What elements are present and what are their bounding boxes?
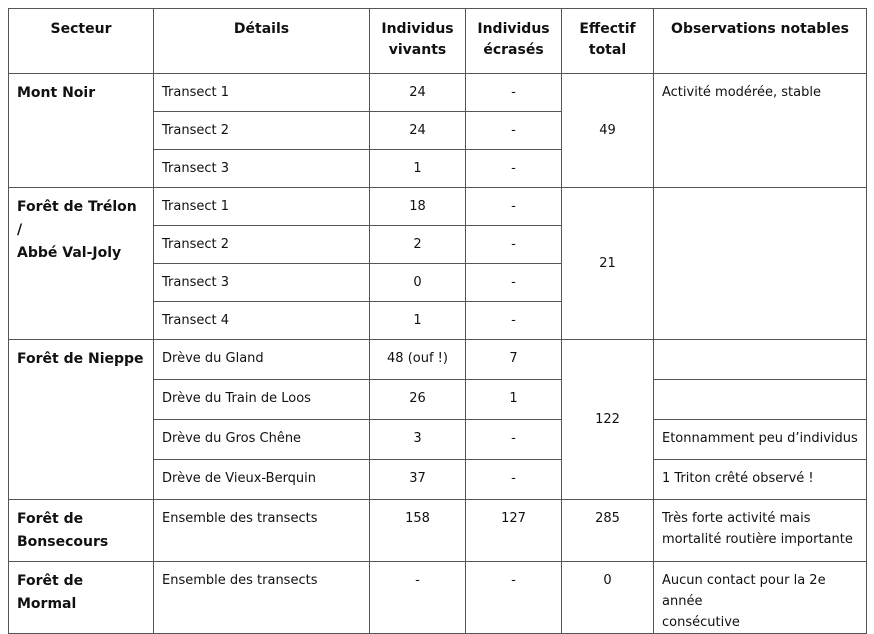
header-ecrases xyxy=(466,9,562,74)
ecrases-cell: - xyxy=(466,302,562,340)
vivants-cell: 1 xyxy=(370,150,466,188)
obs-mormal-line2: consécutive xyxy=(662,615,740,630)
ecrases-cell: - xyxy=(466,562,562,634)
sector-mormal: Forêt de Mormal xyxy=(9,562,154,634)
sector-mont-noir: Mont Noir xyxy=(9,74,154,188)
sector-nieppe: Forêt de Nieppe xyxy=(9,340,154,500)
header-secteur: Secteur xyxy=(9,9,154,74)
header-observations: Observations notables xyxy=(654,9,867,74)
table-row xyxy=(9,500,867,562)
vivants-cell: 18 xyxy=(370,188,466,226)
vivants-cell: 37 xyxy=(370,460,466,500)
header-row xyxy=(9,9,867,74)
sector-bonsecours-line1: Forêt de xyxy=(17,511,84,527)
table-row xyxy=(9,74,867,112)
detail-cell: Transect 4 xyxy=(154,302,370,340)
sector-trelon xyxy=(9,188,154,340)
ecrases-cell: 1 xyxy=(466,380,562,420)
ecrases-cell: - xyxy=(466,264,562,302)
observation-cell: 1 Triton crêté observé ! xyxy=(654,460,867,500)
sector-trelon-line1: Forêt de Trélon / xyxy=(17,199,137,238)
header-effectif xyxy=(562,9,654,74)
vivants-cell: 2 xyxy=(370,226,466,264)
total-cell: 0 xyxy=(562,562,654,634)
detail-cell: Transect 1 xyxy=(154,188,370,226)
header-details: Détails xyxy=(154,9,370,74)
ecrases-cell: - xyxy=(466,420,562,460)
observation-cell: Activité modérée, stable xyxy=(654,74,867,188)
vivants-cell: 24 xyxy=(370,74,466,112)
vivants-cell: 3 xyxy=(370,420,466,460)
header-effectif-line1: Effectif xyxy=(579,21,636,37)
header-vivants xyxy=(370,9,466,74)
detail-cell: Drève du Train de Loos xyxy=(154,380,370,420)
header-effectif-line2: total xyxy=(588,42,627,58)
ecrases-cell: - xyxy=(466,74,562,112)
observation-cell: Etonnamment peu d’individus xyxy=(654,420,867,460)
vivants-cell: 0 xyxy=(370,264,466,302)
table-row xyxy=(9,188,867,226)
observation-cell xyxy=(654,188,867,340)
vivants-cell: - xyxy=(370,562,466,634)
vivants-cell: 158 xyxy=(370,500,466,562)
obs-mormal-line1: Aucun contact pour la 2e année xyxy=(662,573,826,609)
total-cell: 49 xyxy=(562,74,654,188)
total-cell: 285 xyxy=(562,500,654,562)
total-cell: 122 xyxy=(562,340,654,500)
ecrases-cell: - xyxy=(466,460,562,500)
detail-cell: Transect 3 xyxy=(154,264,370,302)
observation-cell xyxy=(654,340,867,380)
vivants-cell: 48 (ouf !) xyxy=(370,340,466,380)
detail-cell: Transect 2 xyxy=(154,112,370,150)
header-ecrases-line2: écrasés xyxy=(483,42,544,58)
observation-cell xyxy=(654,500,867,562)
detail-cell: Drève de Vieux-Berquin xyxy=(154,460,370,500)
ecrases-cell: 127 xyxy=(466,500,562,562)
obs-bonsecours-line2: mortalité routière importante xyxy=(662,532,853,547)
header-vivants-line1: Individus xyxy=(381,21,454,37)
table-row xyxy=(9,340,867,380)
total-cell: 21 xyxy=(562,188,654,340)
sector-trelon-line2: Abbé Val-Joly xyxy=(17,245,122,261)
ecrases-cell: - xyxy=(466,150,562,188)
observation-cell xyxy=(654,380,867,420)
detail-cell: Drève du Gros Chêne xyxy=(154,420,370,460)
obs-bonsecours-line1: Très forte activité mais xyxy=(662,511,811,526)
ecrases-cell: - xyxy=(466,226,562,264)
sector-bonsecours-line2: Bonsecours xyxy=(17,534,109,550)
detail-cell: Drève du Gland xyxy=(154,340,370,380)
ecrases-cell: - xyxy=(466,188,562,226)
vivants-cell: 26 xyxy=(370,380,466,420)
vivants-cell: 24 xyxy=(370,112,466,150)
detail-cell: Transect 1 xyxy=(154,74,370,112)
detail-cell: Ensemble des transects xyxy=(154,562,370,634)
detail-cell: Transect 2 xyxy=(154,226,370,264)
header-ecrases-line1: Individus xyxy=(477,21,550,37)
ecrases-cell: - xyxy=(466,112,562,150)
survey-table xyxy=(8,8,867,634)
ecrases-cell: 7 xyxy=(466,340,562,380)
detail-cell: Ensemble des transects xyxy=(154,500,370,562)
observation-cell xyxy=(654,562,867,634)
header-vivants-line2: vivants xyxy=(388,42,447,58)
detail-cell: Transect 3 xyxy=(154,150,370,188)
table-row xyxy=(9,562,867,634)
sector-bonsecours xyxy=(9,500,154,562)
vivants-cell: 1 xyxy=(370,302,466,340)
